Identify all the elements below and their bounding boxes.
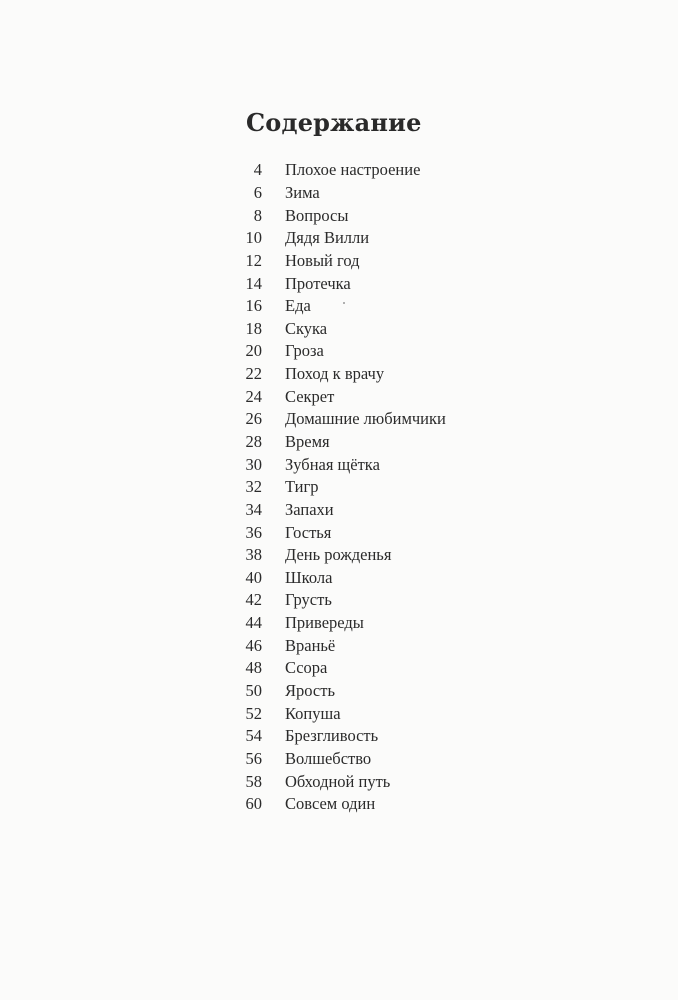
- toc-page-number: 26: [245, 409, 262, 429]
- toc-entry: [232, 340, 492, 363]
- toc-page-number: 18: [245, 318, 262, 338]
- toc-entry: [232, 521, 492, 544]
- toc-page-number: 14: [245, 273, 262, 293]
- toc-entry-title: Вопросы: [285, 205, 349, 225]
- toc-entry: [232, 748, 492, 771]
- toc-entry-title: Протечка: [285, 273, 351, 293]
- toc-entry-title: Зубная щётка: [285, 454, 380, 474]
- toc-page-number: 40: [245, 567, 262, 587]
- toc-page-number: 54: [245, 726, 262, 746]
- toc-page-number: 44: [245, 613, 262, 633]
- toc-entry-title: Домашние любимчики: [285, 409, 446, 429]
- toc-entry-title: День рожденья: [285, 545, 392, 565]
- toc-page-number: 50: [245, 681, 262, 701]
- toc-page-number: 52: [245, 703, 262, 723]
- toc-entry-title: Скука: [285, 318, 328, 338]
- toc-entry: [232, 657, 492, 680]
- toc-page-number: 10: [245, 228, 262, 248]
- toc-page-number: 8: [253, 205, 262, 225]
- toc-entry-title: Тигр: [285, 477, 319, 497]
- toc-entry: [232, 499, 492, 522]
- toc-entry: [232, 227, 492, 250]
- toc-entry: [232, 272, 492, 295]
- toc-page-number: 58: [245, 771, 262, 791]
- toc-entry-title: Ярость: [285, 681, 335, 701]
- toc-entry: [232, 431, 492, 454]
- toc-page-number: 16: [245, 296, 262, 316]
- toc-entry: [232, 250, 492, 273]
- toc-entry: [232, 793, 492, 816]
- toc-page-number: 48: [245, 658, 262, 678]
- toc-entry-title: Совсем один: [285, 794, 376, 814]
- toc-entry-title: Волшебство: [285, 748, 372, 768]
- toc-entry: [232, 567, 492, 590]
- toc-entry-title: Грусть: [285, 590, 332, 610]
- toc-entry-title: Дядя Вилли: [285, 228, 370, 248]
- toc-entry: [232, 182, 492, 205]
- toc-entry: [232, 770, 492, 793]
- toc-entry-title: Зима: [285, 182, 320, 202]
- toc-entry-title: Еда: [285, 296, 311, 316]
- toc-entry-title: Враньё: [285, 635, 336, 655]
- toc-entry: [232, 159, 492, 182]
- toc-entry-title: Обходной путь: [285, 771, 391, 791]
- toc-entry-title: Время: [285, 432, 330, 451]
- toc-list: [232, 159, 492, 816]
- toc-page-number: 20: [245, 341, 262, 361]
- toc-entry: [232, 544, 492, 567]
- toc-entry: [232, 385, 492, 408]
- toc-entry-title: Школа: [285, 567, 333, 587]
- toc-page-number: 24: [245, 386, 262, 406]
- toc-page-number: 28: [245, 432, 262, 451]
- toc-page-number: 22: [245, 364, 262, 384]
- toc-entry: [232, 408, 492, 431]
- toc-page-number: 46: [245, 635, 262, 655]
- toc-entry-title: Гостья: [285, 522, 332, 542]
- toc-entry: [232, 295, 492, 318]
- toc-page-number: 36: [245, 522, 262, 542]
- toc-entry: [232, 204, 492, 227]
- paper-speck: [343, 302, 345, 304]
- toc-entry-title: Плохое настроение: [285, 160, 421, 180]
- toc-page-number: 32: [245, 477, 262, 497]
- toc-entry-title: Привереды: [285, 613, 364, 633]
- toc-entry: [232, 702, 492, 725]
- toc-page-number: 38: [245, 545, 262, 565]
- toc-entry-title: Секрет: [285, 386, 335, 406]
- toc-page-number: 60: [245, 794, 262, 814]
- toc-page-number: 30: [245, 454, 262, 474]
- toc-page-number: 56: [245, 748, 262, 768]
- toc-entry: [232, 589, 492, 612]
- toc-entry: [232, 453, 492, 476]
- toc-entry: [232, 725, 492, 748]
- toc-entry-title: Запахи: [285, 499, 334, 519]
- toc-entry: [232, 476, 492, 499]
- toc-entry: [232, 634, 492, 657]
- toc-page-number: 6: [253, 182, 262, 202]
- toc-entry-title: Поход к врачу: [285, 364, 385, 384]
- toc-title: Содержание: [246, 108, 422, 137]
- toc-entry-title: Копуша: [285, 703, 341, 723]
- toc-entry: [232, 612, 492, 635]
- toc-page-number: 42: [245, 590, 262, 610]
- toc-entry-title: Ссора: [285, 658, 328, 678]
- toc-page-number: 34: [245, 499, 262, 519]
- toc-page-number: 4: [253, 160, 262, 180]
- toc-entry-title: Брезгливость: [285, 726, 379, 746]
- toc-page-number: 12: [245, 250, 262, 270]
- toc-entry: [232, 317, 492, 340]
- toc-entry: [232, 680, 492, 703]
- toc-entry-title: Новый год: [285, 250, 360, 270]
- toc-entry-title: Гроза: [285, 341, 324, 361]
- toc-entry: [232, 363, 492, 386]
